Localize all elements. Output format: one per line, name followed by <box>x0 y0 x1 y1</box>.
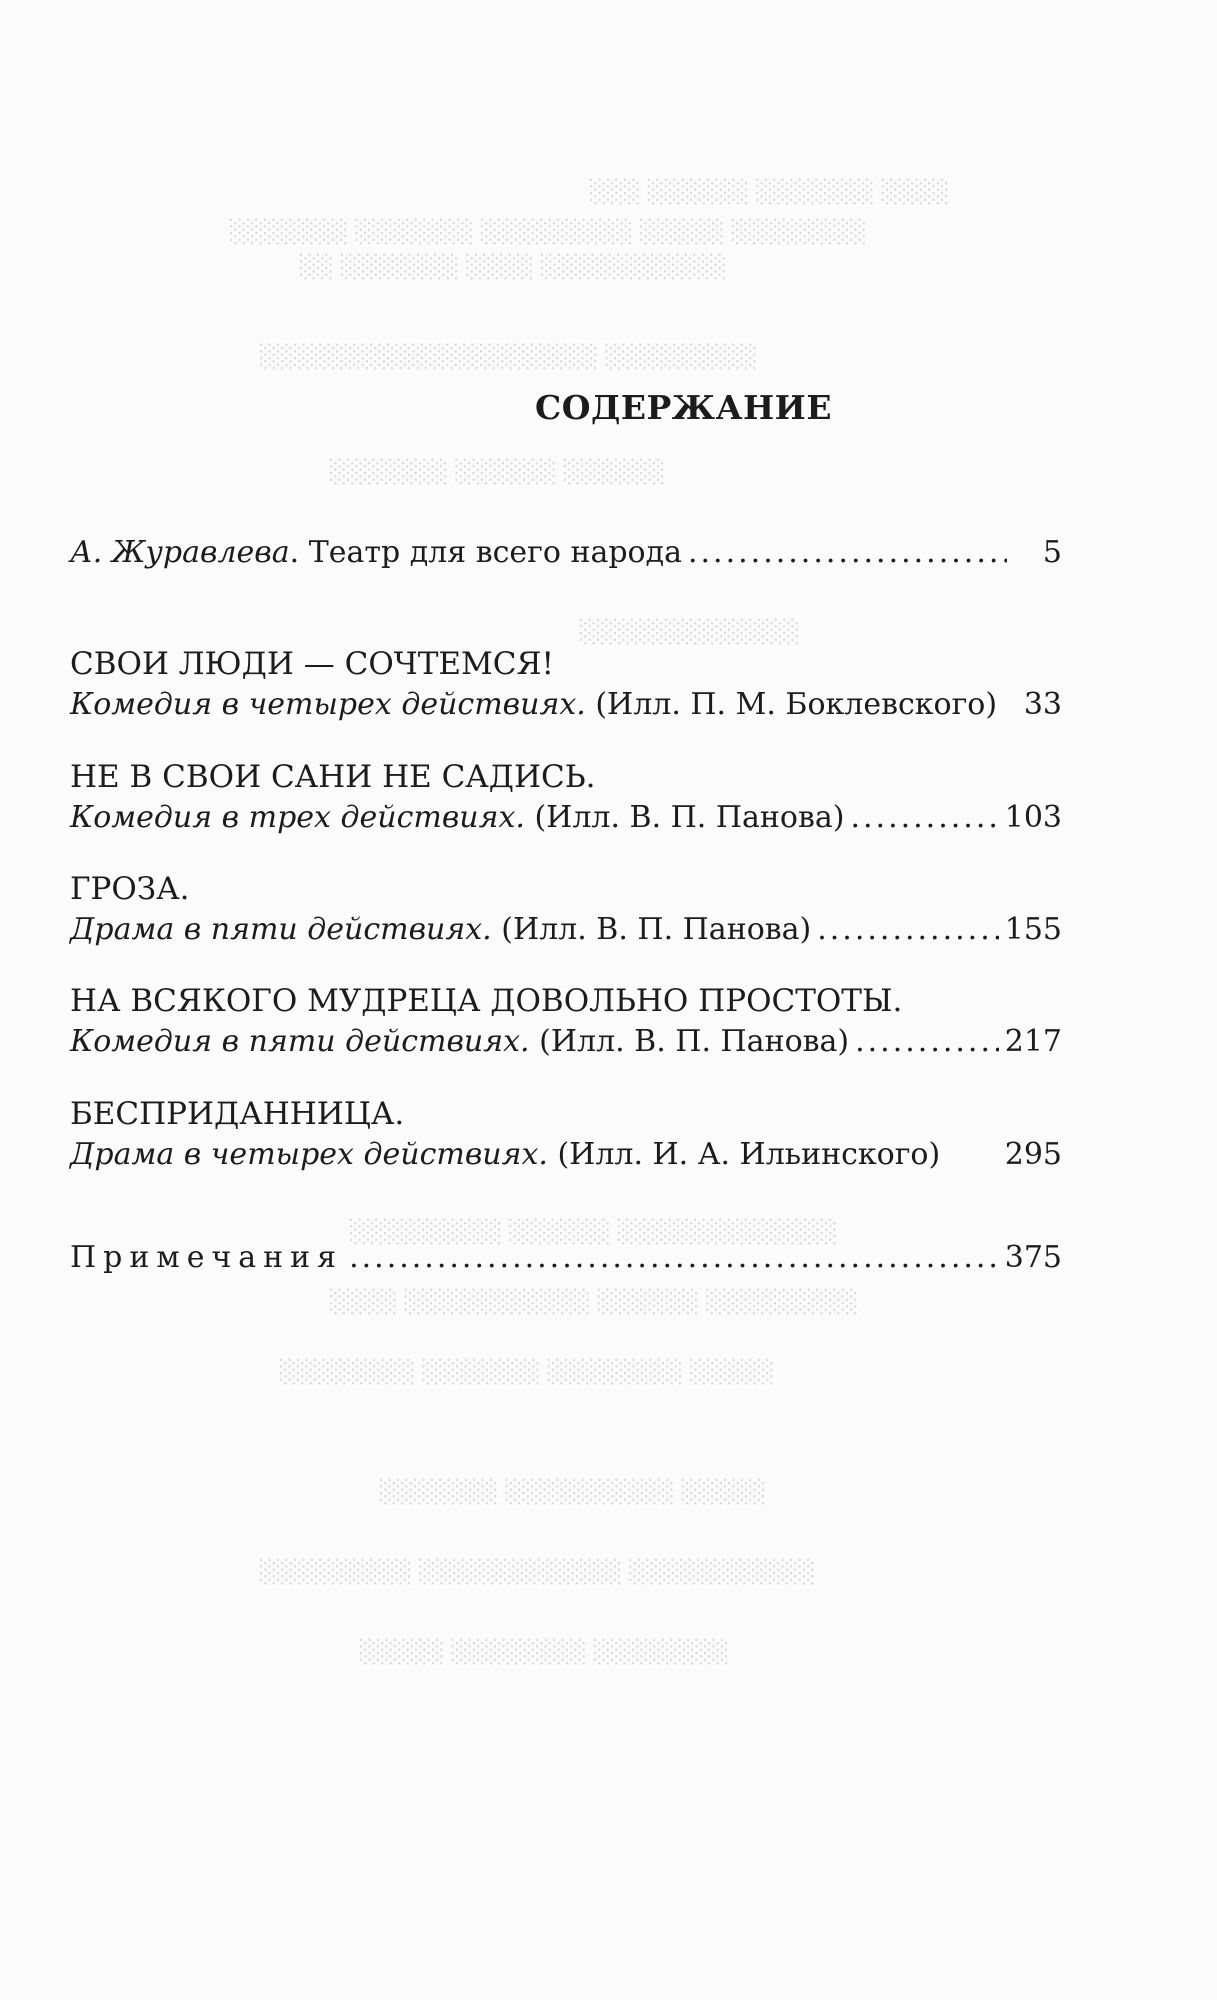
notes-label: Примечания <box>70 1240 344 1275</box>
illustrator: (Илл. П. М. Боклевского) <box>585 687 998 722</box>
illustrator: (Илл. В. П. Панова) <box>524 800 845 835</box>
toc-line <box>70 1135 1062 1175</box>
bleed-through-text: ░░░░░░░░ ░░░░░░░ ░░░░░░░░ ░░░░░ <box>280 1360 775 1385</box>
intro-author: А. Журавлева <box>70 535 290 570</box>
bleed-through-text: ░░░░░░░ ░░░░░░ ░░░░░░ <box>330 460 666 485</box>
toc-text <box>70 798 844 838</box>
toc-entry-play <box>70 868 1062 950</box>
play-subtitle: Комедия в четырех действиях. <box>70 687 586 722</box>
toc-text <box>70 1135 940 1175</box>
illustrator: (Илл. И. А. Ильинского) <box>547 1137 941 1172</box>
dot-leader <box>349 1238 999 1278</box>
illustrator: (Илл. В. П. Панова) <box>491 912 812 947</box>
play-subtitle: Драма в пяти действиях. <box>70 912 492 947</box>
play-title: ГРОЗА. <box>70 871 190 907</box>
toc-entry-play <box>70 1093 1062 1175</box>
dot-leader <box>817 910 999 950</box>
intro-title: . Театр для всего народа <box>289 535 682 570</box>
bleed-through-text: ░░░░░░░░░ ░░░░░░ ░░░░░░░░░░░░░ <box>350 1220 838 1245</box>
toc-text <box>70 533 682 573</box>
play-title: СВОИ ЛЮДИ — СОЧТЕМСЯ! <box>70 646 554 682</box>
bleed-through-text: ░░░░░░░ ░░░░░░░ ░░░░░░░░░ ░░░░░ ░░░░░░░░ <box>230 220 868 245</box>
toc-entry-play <box>70 980 1062 1062</box>
bleed-through-text: ░░ ░░░░░░░ ░░░░ ░░░░░░░░░░░ <box>300 255 728 280</box>
toc-text <box>70 910 811 950</box>
page-number: 375 <box>1004 1240 1062 1275</box>
page-number: 295 <box>1004 1137 1062 1172</box>
toc-entry-play <box>70 643 1062 725</box>
toc-line <box>70 910 1062 950</box>
toc-entry-intro <box>70 533 1062 573</box>
bleed-through-text: ░░░░░░░░░ ░░░░░░░░░░░░ ░░░░░░░░░░░ <box>260 1560 816 1585</box>
page-number: 33 <box>1023 687 1062 722</box>
page-number: 217 <box>1004 1024 1062 1059</box>
page-number: 155 <box>1004 912 1062 947</box>
bleed-through-text: ░░░ ░░░░░░ ░░░░░░░ ░░░░ <box>590 180 950 205</box>
toc-entry-play <box>70 756 1062 838</box>
toc-line <box>70 1238 1062 1278</box>
contents-heading: СОДЕРЖАНИЕ <box>534 388 832 427</box>
play-subtitle: Драма в четырех действиях. <box>70 1137 548 1172</box>
toc-entry-notes <box>70 1238 1062 1278</box>
toc-text <box>70 1022 849 1062</box>
play-title: НЕ В СВОИ САНИ НЕ САДИСЬ. <box>70 759 596 795</box>
play-title: БЕСПРИДАННИЦА. <box>70 1096 405 1132</box>
bleed-through-text: ░░░░░░░░░░░░░ <box>580 620 800 645</box>
play-subtitle: Комедия в трех действиях. <box>70 800 525 835</box>
dot-leader <box>855 1022 999 1062</box>
dot-leader <box>850 798 998 838</box>
toc-text <box>70 685 997 725</box>
toc-line <box>70 533 1062 573</box>
play-title: НА ВСЯКОГО МУДРЕЦА ДОВОЛЬНО ПРОСТОТЫ. <box>70 983 903 1019</box>
play-subtitle: Комедия в пяти действиях. <box>70 1024 530 1059</box>
toc-line <box>70 798 1062 838</box>
toc-line <box>70 685 1062 725</box>
page-number: 5 <box>1042 535 1062 570</box>
illustrator: (Илл. В. П. Панова) <box>529 1024 850 1059</box>
page-number: 103 <box>1004 800 1062 835</box>
dot-leader <box>688 533 1007 573</box>
bleed-through-text: ░░░░░░░░░░░░░░░░░░░░ ░░░░░░░░░ <box>260 345 758 370</box>
bleed-through-text: ░░░░░░░ ░░░░░░░░░░ ░░░░░ <box>380 1480 767 1505</box>
toc-line <box>70 1022 1062 1062</box>
bleed-through-text: ░░░░░ ░░░░░░░░ ░░░░░░░░ <box>360 1640 730 1665</box>
bleed-through-text: ░░░░ ░░░░░░░░░░░ ░░░░░░ ░░░░░░░░░ <box>330 1290 859 1315</box>
